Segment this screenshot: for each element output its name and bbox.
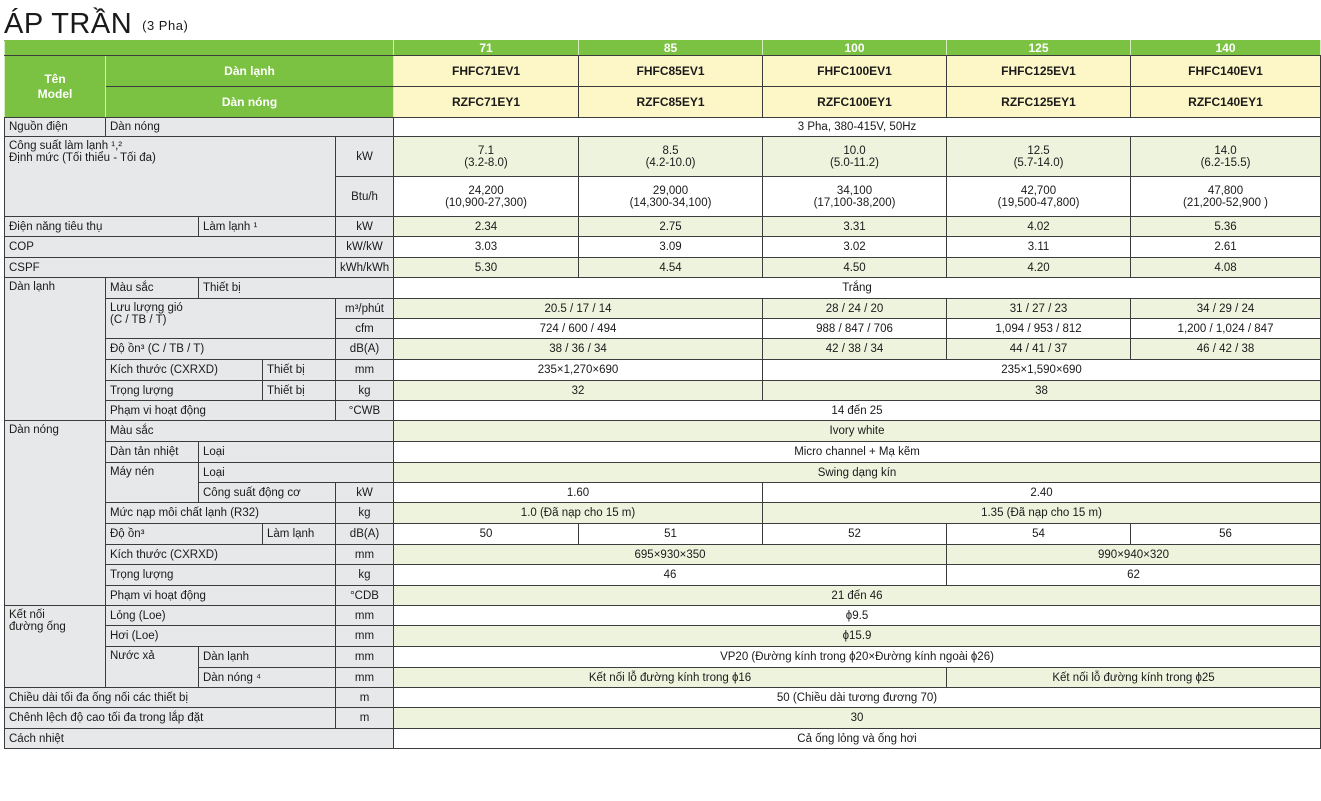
unit-cell-outdoor-range-unit: °CDB bbox=[336, 586, 394, 606]
value-cell-capacity-btu-4: 47,800 (21,200-52,900 ) bbox=[1131, 177, 1321, 217]
unit-cell-indoor-airflow-unit-m3: m³/phút bbox=[336, 299, 394, 319]
value-cell-cspf-values-4: 4.08 bbox=[1131, 258, 1321, 278]
table-row bbox=[5, 688, 1321, 708]
value-cell-outdoor-dimensions-values-0: 695×930×350 bbox=[394, 545, 947, 565]
label-cell-indoor-label: Dàn lạnh bbox=[5, 278, 106, 421]
model-cell-header-indoor-models-0: FHFC71EV1 bbox=[394, 56, 579, 87]
header-cell-header-outdoor-label: Dàn nóng bbox=[106, 87, 394, 118]
label-cell-consumption-sub: Làm lạnh ¹ bbox=[199, 217, 336, 237]
value-cell-capacity-kw-3: 12.5 (5.7-14.0) bbox=[947, 137, 1131, 177]
title-text: ÁP TRẦN bbox=[4, 8, 133, 40]
value-cell-outdoor-noise-values-2: 52 bbox=[763, 524, 947, 545]
header-cell-header-ten-model: Tên Model bbox=[5, 56, 106, 118]
value-cell-outdoor-weight-values-1: 62 bbox=[947, 565, 1321, 586]
value-cell-indoor-airflow-cfm-2: 1,094 / 953 / 812 bbox=[947, 319, 1131, 339]
value-cell-indoor-dimensions-values-1: 235×1,590×690 bbox=[763, 360, 1321, 381]
value-cell-piping-drain-indoor-values-0: VP20 (Đường kính trong ϕ20×Đường kính ngoài ϕ26) bbox=[394, 647, 1321, 668]
unit-cell-piping-gas-unit: mm bbox=[336, 626, 394, 647]
value-cell-capacity-kw-2: 10.0 (5.0-11.2) bbox=[763, 137, 947, 177]
label-cell-indoor-range-label: Phạm vi hoạt động bbox=[106, 401, 336, 421]
value-cell-max-length-values-0: 50 (Chiều dài tương đương 70) bbox=[394, 688, 1321, 708]
label-cell-outdoor-heat-exchanger-label: Dàn tản nhiệt bbox=[106, 442, 199, 463]
value-cell-indoor-dimensions-values-0: 235×1,270×690 bbox=[394, 360, 763, 381]
table-row bbox=[5, 729, 1321, 749]
table-row bbox=[5, 421, 1321, 442]
value-cell-consumption-values-0: 2.34 bbox=[394, 217, 579, 237]
unit-cell-outdoor-compressor-unit: kW bbox=[336, 483, 394, 503]
value-cell-indoor-airflow-m3-3: 34 / 29 / 24 bbox=[1131, 299, 1321, 319]
value-cell-outdoor-weight-values-0: 46 bbox=[394, 565, 947, 586]
table-row bbox=[5, 483, 1321, 503]
table-row bbox=[5, 299, 1321, 319]
value-cell-power-values-0: 3 Pha, 380-415V, 50Hz bbox=[394, 118, 1321, 137]
label-cell-outdoor-compressor-type-label: Loại bbox=[199, 463, 394, 483]
table-row bbox=[5, 137, 1321, 177]
table-row bbox=[5, 708, 1321, 729]
spec-table bbox=[4, 40, 1321, 749]
value-cell-indoor-airflow-m3-2: 31 / 27 / 23 bbox=[947, 299, 1131, 319]
table-row bbox=[5, 606, 1321, 626]
table-row bbox=[5, 381, 1321, 401]
value-cell-outdoor-noise-values-1: 51 bbox=[579, 524, 763, 545]
label-cell-outdoor-compressor-motor-label: Công suất động cơ bbox=[199, 483, 336, 503]
header-cell-header-sizes-3: 125 bbox=[947, 41, 1131, 56]
value-cell-indoor-range-values-0: 14 đến 25 bbox=[394, 401, 1321, 421]
value-cell-outdoor-dimensions-values-1: 990×940×320 bbox=[947, 545, 1321, 565]
label-cell-outdoor-weight-label: Trọng lượng bbox=[106, 565, 336, 586]
value-cell-outdoor-range-values-0: 21 đến 46 bbox=[394, 586, 1321, 606]
value-cell-max-height-values-0: 30 bbox=[394, 708, 1321, 729]
value-cell-indoor-noise-values-1: 42 / 38 / 34 bbox=[763, 339, 947, 360]
header-cell-header-sizes-2: 100 bbox=[763, 41, 947, 56]
value-cell-consumption-values-4: 5.36 bbox=[1131, 217, 1321, 237]
table-row bbox=[5, 626, 1321, 647]
model-cell-header-outdoor-models-1: RZFC85EY1 bbox=[579, 87, 763, 118]
label-cell-indoor-weight-sub: Thiết bị bbox=[263, 381, 336, 401]
unit-cell-capacity-unit-kw: kW bbox=[336, 137, 394, 177]
unit-cell-outdoor-weight-unit: kg bbox=[336, 565, 394, 586]
label-cell-indoor-dimensions-sub: Thiết bị bbox=[263, 360, 336, 381]
label-cell-capacity-label: Công suất làm lạnh ¹,² Định mức (Tối thiểu - Tối đa) bbox=[5, 137, 336, 217]
value-cell-consumption-values-1: 2.75 bbox=[579, 217, 763, 237]
value-cell-outdoor-noise-values-4: 56 bbox=[1131, 524, 1321, 545]
header-cell-header-indoor-label: Dàn lạnh bbox=[106, 56, 394, 87]
label-cell-indoor-airflow-label: Lưu lượng gió (C / TB / T) bbox=[106, 299, 336, 339]
label-cell-outdoor-noise-label: Độ ồn³ bbox=[106, 524, 263, 545]
label-cell-piping-drain-indoor-label: Dàn lạnh bbox=[199, 647, 336, 668]
label-cell-outdoor-heat-exchanger-sub: Loại bbox=[199, 442, 394, 463]
label-cell-outdoor-dimensions-label: Kích thước (CXRXD) bbox=[106, 545, 336, 565]
label-cell-insulation-label: Cách nhiệt bbox=[5, 729, 394, 749]
value-cell-piping-drain-outdoor-values-0: Kết nối lỗ đường kính trong ϕ16 bbox=[394, 668, 947, 688]
model-cell-header-indoor-models-4: FHFC140EV1 bbox=[1131, 56, 1321, 87]
label-cell-cop-label: COP bbox=[5, 237, 336, 258]
value-cell-cop-values-3: 3.11 bbox=[947, 237, 1131, 258]
table-row bbox=[5, 442, 1321, 463]
model-cell-header-indoor-models-3: FHFC125EV1 bbox=[947, 56, 1131, 87]
value-cell-indoor-color-values-0: Trắng bbox=[394, 278, 1321, 299]
value-cell-capacity-btu-0: 24,200 (10,900-27,300) bbox=[394, 177, 579, 217]
value-cell-piping-drain-outdoor-values-1: Kết nối lỗ đường kính trong ϕ25 bbox=[947, 668, 1321, 688]
model-cell-header-outdoor-models-3: RZFC125EY1 bbox=[947, 87, 1131, 118]
label-cell-max-height-label: Chênh lệch độ cao tối đa trong lắp đặt bbox=[5, 708, 336, 729]
table-row bbox=[5, 217, 1321, 237]
model-cell-header-indoor-models-1: FHFC85EV1 bbox=[579, 56, 763, 87]
label-cell-indoor-color-label: Màu sắc bbox=[106, 278, 199, 299]
label-cell-indoor-weight-label: Trọng lượng bbox=[106, 381, 263, 401]
value-cell-indoor-airflow-m3-0: 20.5 / 17 / 14 bbox=[394, 299, 763, 319]
value-cell-outdoor-compressor-type-0: Swing dạng kín bbox=[394, 463, 1321, 483]
value-cell-cspf-values-3: 4.20 bbox=[947, 258, 1131, 278]
model-cell-header-outdoor-models-2: RZFC100EY1 bbox=[763, 87, 947, 118]
value-cell-cspf-values-0: 5.30 bbox=[394, 258, 579, 278]
label-cell-outdoor-range-label: Phạm vi hoạt động bbox=[106, 586, 336, 606]
label-cell-cspf-label: CSPF bbox=[5, 258, 336, 278]
table-row bbox=[5, 586, 1321, 606]
label-cell-piping-drain-label: Nước xả bbox=[106, 647, 199, 688]
value-cell-cop-values-4: 2.61 bbox=[1131, 237, 1321, 258]
label-cell-power-label: Nguồn điện bbox=[5, 118, 106, 137]
label-cell-indoor-dimensions-label: Kích thước (CXRXD) bbox=[106, 360, 263, 381]
value-cell-indoor-weight-values-0: 32 bbox=[394, 381, 763, 401]
unit-cell-piping-drain-outdoor-unit: mm bbox=[336, 668, 394, 688]
header-blank-cell bbox=[5, 41, 394, 56]
unit-cell-max-length-unit: m bbox=[336, 688, 394, 708]
value-cell-piping-liquid-values-0: ϕ9.5 bbox=[394, 606, 1321, 626]
label-cell-max-length-label: Chiều dài tối đa ống nối các thiết bị bbox=[5, 688, 336, 708]
table-row bbox=[5, 545, 1321, 565]
label-cell-outdoor-compressor-label: Máy nén bbox=[106, 463, 199, 503]
table-row bbox=[5, 258, 1321, 278]
value-cell-cop-values-2: 3.02 bbox=[763, 237, 947, 258]
table-row bbox=[5, 339, 1321, 360]
unit-cell-cspf-unit: kWh/kWh bbox=[336, 258, 394, 278]
value-cell-cspf-values-2: 4.50 bbox=[763, 258, 947, 278]
table-row bbox=[5, 463, 1321, 483]
table-row bbox=[5, 524, 1321, 545]
table-row bbox=[5, 565, 1321, 586]
value-cell-insulation-values-0: Cả ống lỏng và ống hơi bbox=[394, 729, 1321, 749]
header-cell-header-sizes-0: 71 bbox=[394, 41, 579, 56]
page-title bbox=[4, 8, 188, 41]
value-cell-cop-values-0: 3.03 bbox=[394, 237, 579, 258]
table-row bbox=[5, 237, 1321, 258]
header-cell-header-sizes-1: 85 bbox=[579, 41, 763, 56]
title-subtitle: (3 Pha) bbox=[142, 18, 189, 33]
label-cell-outdoor-refrigerant-label: Mức nạp môi chất lạnh (R32) bbox=[106, 503, 336, 524]
unit-cell-capacity-unit-btu: Btu/h bbox=[336, 177, 394, 217]
table-row bbox=[5, 503, 1321, 524]
unit-cell-indoor-airflow-unit-cfm: cfm bbox=[336, 319, 394, 339]
label-cell-piping-label: Kết nối đường ống bbox=[5, 606, 106, 688]
value-cell-indoor-airflow-cfm-1: 988 / 847 / 706 bbox=[763, 319, 947, 339]
unit-cell-outdoor-noise-unit: dB(A) bbox=[336, 524, 394, 545]
unit-cell-cop-unit: kW/kW bbox=[336, 237, 394, 258]
label-cell-piping-liquid-label: Lỏng (Loe) bbox=[106, 606, 336, 626]
table-row bbox=[5, 56, 1321, 87]
table-row bbox=[5, 668, 1321, 688]
unit-cell-consumption-unit: kW bbox=[336, 217, 394, 237]
label-cell-outdoor-noise-sub: Làm lạnh bbox=[263, 524, 336, 545]
value-cell-outdoor-compressor-motor-0: 1.60 bbox=[394, 483, 763, 503]
unit-cell-indoor-dimensions-unit: mm bbox=[336, 360, 394, 381]
value-cell-capacity-kw-0: 7.1 (3.2-8.0) bbox=[394, 137, 579, 177]
value-cell-outdoor-color-values-0: Ivory white bbox=[394, 421, 1321, 442]
value-cell-capacity-btu-3: 42,700 (19,500-47,800) bbox=[947, 177, 1131, 217]
value-cell-indoor-airflow-cfm-0: 724 / 600 / 494 bbox=[394, 319, 763, 339]
label-cell-outdoor-color-label: Màu sắc bbox=[106, 421, 394, 442]
unit-cell-outdoor-dimensions-unit: mm bbox=[336, 545, 394, 565]
value-cell-capacity-btu-2: 34,100 (17,100-38,200) bbox=[763, 177, 947, 217]
model-cell-header-outdoor-models-4: RZFC140EY1 bbox=[1131, 87, 1321, 118]
unit-cell-max-height-unit: m bbox=[336, 708, 394, 729]
value-cell-cspf-values-1: 4.54 bbox=[579, 258, 763, 278]
label-cell-indoor-color-sub: Thiết bị bbox=[199, 278, 394, 299]
value-cell-indoor-airflow-m3-1: 28 / 24 / 20 bbox=[763, 299, 947, 319]
value-cell-capacity-btu-1: 29,000 (14,300-34,100) bbox=[579, 177, 763, 217]
label-cell-consumption-label: Điện năng tiêu thụ bbox=[5, 217, 199, 237]
model-cell-header-indoor-models-2: FHFC100EV1 bbox=[763, 56, 947, 87]
table-row bbox=[5, 118, 1321, 137]
value-cell-consumption-values-3: 4.02 bbox=[947, 217, 1131, 237]
table-row bbox=[5, 401, 1321, 421]
unit-cell-piping-liquid-unit: mm bbox=[336, 606, 394, 626]
value-cell-outdoor-noise-values-0: 50 bbox=[394, 524, 579, 545]
value-cell-indoor-noise-values-2: 44 / 41 / 37 bbox=[947, 339, 1131, 360]
label-cell-outdoor-label: Dàn nóng bbox=[5, 421, 106, 606]
value-cell-outdoor-compressor-motor-1: 2.40 bbox=[763, 483, 1321, 503]
value-cell-cop-values-1: 3.09 bbox=[579, 237, 763, 258]
header-cell-header-sizes-4: 140 bbox=[1131, 41, 1321, 56]
label-cell-piping-gas-label: Hơi (Loe) bbox=[106, 626, 336, 647]
unit-cell-indoor-noise-unit: dB(A) bbox=[336, 339, 394, 360]
model-cell-header-outdoor-models-0: RZFC71EY1 bbox=[394, 87, 579, 118]
value-cell-outdoor-noise-values-3: 54 bbox=[947, 524, 1131, 545]
table-row bbox=[5, 87, 1321, 118]
value-cell-capacity-kw-4: 14.0 (6.2-15.5) bbox=[1131, 137, 1321, 177]
label-cell-indoor-noise-label: Độ ồn³ (C / TB / T) bbox=[106, 339, 336, 360]
table-row bbox=[5, 278, 1321, 299]
value-cell-indoor-noise-values-3: 46 / 42 / 38 bbox=[1131, 339, 1321, 360]
value-cell-piping-gas-values-0: ϕ15.9 bbox=[394, 626, 1321, 647]
table-row bbox=[5, 647, 1321, 668]
value-cell-outdoor-refrigerant-values-1: 1.35 (Đã nạp cho 15 m) bbox=[763, 503, 1321, 524]
unit-cell-indoor-range-unit: °CWB bbox=[336, 401, 394, 421]
unit-cell-piping-drain-indoor-unit: mm bbox=[336, 647, 394, 668]
label-cell-piping-drain-outdoor-label: Dàn nóng ⁴ bbox=[199, 668, 336, 688]
label-cell-power-sub: Dàn nóng bbox=[106, 118, 394, 137]
unit-cell-outdoor-refrigerant-unit: kg bbox=[336, 503, 394, 524]
table-row bbox=[5, 360, 1321, 381]
value-cell-capacity-kw-1: 8.5 (4.2-10.0) bbox=[579, 137, 763, 177]
value-cell-indoor-noise-values-0: 38 / 36 / 34 bbox=[394, 339, 763, 360]
value-cell-outdoor-refrigerant-values-0: 1.0 (Đã nạp cho 15 m) bbox=[394, 503, 763, 524]
value-cell-indoor-airflow-cfm-3: 1,200 / 1,024 / 847 bbox=[1131, 319, 1321, 339]
table-row bbox=[5, 41, 1321, 56]
unit-cell-indoor-weight-unit: kg bbox=[336, 381, 394, 401]
value-cell-indoor-weight-values-1: 38 bbox=[763, 381, 1321, 401]
value-cell-consumption-values-2: 3.31 bbox=[763, 217, 947, 237]
value-cell-outdoor-heat-exchanger-values-0: Micro channel + Mạ kẽm bbox=[394, 442, 1321, 463]
